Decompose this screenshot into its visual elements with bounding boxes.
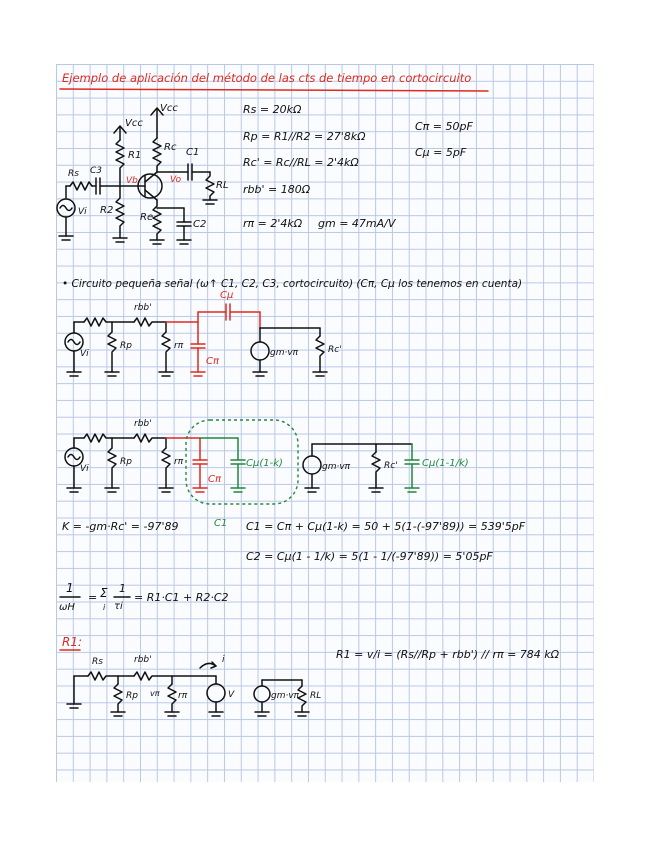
cpi-label-3: Cπ <box>208 474 222 485</box>
cmu-label-2: Cμ <box>220 290 234 301</box>
gm-label-4: gm·vπ <box>271 691 300 701</box>
param-rp: Rp = R1//R2 = 27'8kΩ <box>243 130 366 143</box>
v-label: V <box>228 690 235 700</box>
small-signal-circuit <box>65 290 342 376</box>
gm-label-3: gm·vπ <box>322 462 351 472</box>
cmu2-label: Cμ(1-1/k) <box>422 458 469 469</box>
vcc-label-1: Vcc <box>125 118 143 129</box>
svg-text:Σ: Σ <box>100 586 108 600</box>
rpi-label-2: rπ <box>174 341 184 351</box>
c1-group-label: C1 <box>214 518 228 529</box>
svg-text:=: = <box>88 591 98 604</box>
rs-label-4: Rs <box>92 657 103 667</box>
c3-label: C3 <box>90 166 103 176</box>
parameter-list <box>243 103 473 230</box>
r2-label: R2 <box>100 205 114 216</box>
svg-text:ωH: ωH <box>59 602 75 613</box>
vcc-label-2: Vcc <box>160 103 178 114</box>
c1-equation: C1 = Cπ + Cμ(1-k) = 50 + 5(1-(-97'89)) = 539'5pF <box>246 520 526 533</box>
miller-circuit <box>65 419 469 529</box>
small-signal-heading: • Circuito pequeña señal (ω↑ C1, C2, C3, cortocircuito) (Cπ, Cμ los tenemos en cuenta) <box>62 278 523 290</box>
c2-equation: C2 = Cμ(1 - 1/k) = 5(1 - 1/(-97'89)) = 5'05pF <box>246 550 493 563</box>
rc-label-3: Rc' <box>384 461 398 471</box>
vi-label-2: Vi <box>80 349 89 359</box>
r1-heading: R1: <box>62 635 83 649</box>
rp-label-2: Rp <box>120 341 132 351</box>
r1-label: R1 <box>128 150 142 161</box>
param-cmu: Cμ = 5pF <box>415 146 467 159</box>
c2-label: C2 <box>193 219 207 230</box>
rbb-label-2: rbb' <box>134 303 152 313</box>
r1-equation: R1 = v/i = (Rs//Rp + rbb') // rπ = 784 kΩ <box>336 648 560 661</box>
cpi-label-2: Cπ <box>206 356 220 367</box>
rl-label: RL <box>216 180 229 191</box>
rc-label-2: Rc' <box>328 345 342 355</box>
svg-text:= R1·C1 + R2·C2: = R1·C1 + R2·C2 <box>134 591 229 604</box>
svg-text:1: 1 <box>119 582 126 595</box>
vo-label: Vo <box>170 175 182 185</box>
rp-label-3: Rp <box>120 457 132 467</box>
vpi-label: vπ <box>150 689 160 698</box>
rl-label-4: RL <box>310 691 322 701</box>
param-rbb: rbb' = 180Ω <box>243 183 311 196</box>
vb-label: Vb <box>126 176 138 186</box>
rpi-label-3: rπ <box>174 457 184 467</box>
param-gm: gm = 47mA/V <box>318 217 396 230</box>
rbb-label-3: rbb' <box>134 419 152 429</box>
gm-label-2: gm·vπ <box>270 348 299 358</box>
page-title: Ejemplo de aplicación del método de las cts de tiempo en cortocircuito <box>62 71 472 85</box>
cmu1-label: Cμ(1-k) <box>246 458 283 469</box>
r1-circuit <box>67 655 321 716</box>
wh-equation <box>59 581 229 613</box>
param-rpi: rπ = 2'4kΩ <box>243 217 303 230</box>
vi-label-3: Vi <box>80 464 89 474</box>
amplifier-schematic <box>57 103 229 244</box>
rs-label: Rs <box>68 169 79 179</box>
re-label: Re <box>140 212 154 223</box>
title-underline <box>60 89 488 91</box>
svg-text:i: i <box>103 603 106 612</box>
rp-label-4: Rp <box>126 691 138 701</box>
vi-label: Vi <box>78 207 87 217</box>
svg-text:τi: τi <box>114 601 123 612</box>
k-equation: K = -gm·Rc' = -97'89 <box>62 520 179 533</box>
param-cpi: Cπ = 50pF <box>415 120 473 133</box>
rbb-label-4: rbb' <box>134 655 152 665</box>
rc-label: Rc <box>164 142 177 153</box>
param-rc: Rc' = Rc//RL = 2'4kΩ <box>243 156 359 169</box>
rpi-label-4: rπ <box>178 691 188 701</box>
svg-text:1: 1 <box>66 581 74 595</box>
i-label: i <box>222 655 225 665</box>
c1-label: C1 <box>186 147 200 158</box>
param-rs: Rs = 20kΩ <box>243 103 302 116</box>
